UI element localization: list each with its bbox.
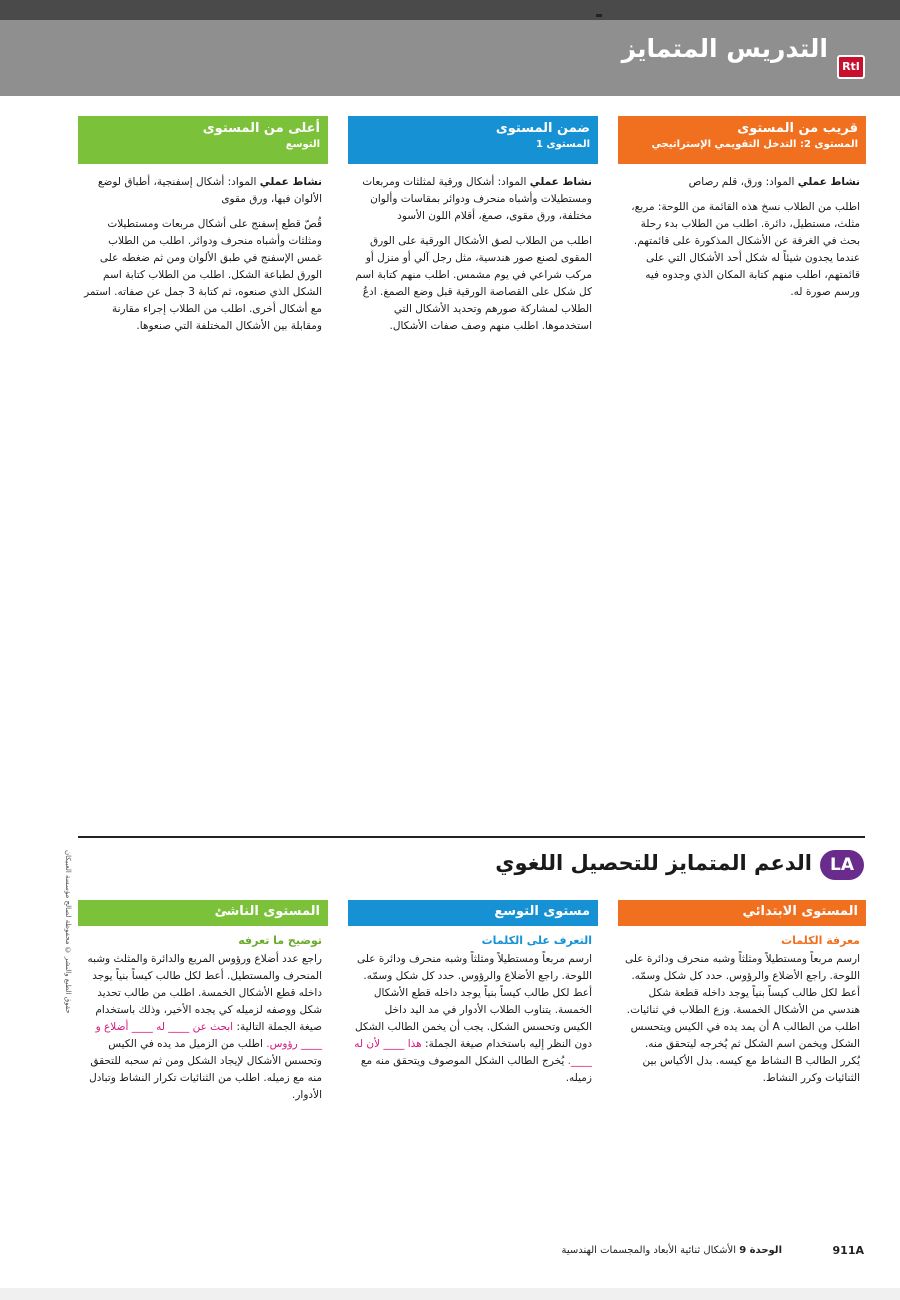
section-divider xyxy=(78,836,865,838)
emerging-sentence-frame: ابحث عن ____ له ____ أضلاع و ____ رؤوس. xyxy=(95,1021,322,1050)
beyond-body xyxy=(78,164,328,335)
developing-sentence-frame: هذا ____ لأن له ____. xyxy=(354,1038,592,1067)
on-activity: اطلب من الطلاب لصق الأشكال الورقية على الورق المقوى لصنع صور هندسية، مثل رجل آلي أو منزل أو مركب شراعي في يوم مشمس. اطلب منهم كتابة اسم كل شكل على القصاصة الورقية قبل وضع الصمغ. ادعُ الطلاب لمشاركة صورهم وتحديد الأشكال التي استخدموها. اطلب منهم وصف صفات الأشكال. xyxy=(355,235,592,332)
developing-text-2: يُخرج الطالب الشكل الموصوف ويتحقق منه مع زميله. xyxy=(360,1055,592,1084)
emerging-banner: المستوى الناشئ xyxy=(78,900,328,926)
beginning-subhead: معرفة الكلمات xyxy=(781,934,860,947)
approaching-body xyxy=(618,164,866,301)
rti-badge: RtI xyxy=(837,55,865,79)
developing-banner: مستوى التوسع xyxy=(348,900,598,926)
on-materials xyxy=(354,174,592,225)
beyond-activity: قُصّ قطع إسفنج على أشكال مربعات ومستطيلات ومثلثات وأشباه منحرف ودوائر. اطلب من الطلاب غمس الإسفنج في طبق الألوان ومن ثم ضغطه على الورق لطباعة الشكل. اطلب من الطلاب كتابة اسم الشكل الذي صنعوه، ثم كتابة 3 جمل عن صفاته. استمر مع أشكال أخرى. اطلب من الطلاب إجراء مقارنة ومقابلة بين الأشكال المختلفة التي صنعوها. xyxy=(84,218,322,332)
approaching-banner xyxy=(618,116,866,164)
footer-unit-label: الوحدة 9 xyxy=(739,1245,782,1256)
developing-subhead: التعرف على الكلمات xyxy=(481,934,592,947)
side-copyright-note: حقوق الطبع والنشر © محفوظة لصالح مؤسسة العبيكان xyxy=(64,850,72,1014)
beyond-subtitle: التوسع xyxy=(285,139,320,150)
on-subtitle: المستوى 1 xyxy=(535,139,590,150)
beyond-materials-text: المواد: أشكال إسفنجية، أطباق لوضع الألوان فيها، ورق مقوى xyxy=(97,176,322,205)
top-strip xyxy=(0,0,900,20)
la-emerging-column xyxy=(78,900,328,1104)
developing-text-1: ارسم مربعاً ومستطيلاً ومثلثاً وشبه منحرف ودائرة على اللوحة. راجع الأضلاع والرؤوس. حدد كل شكل وسمّه. أعط لكل طالب كيساً بنياً يوجد داخله قطع الأشكال الخمسة. يتناوب الطلاب الأدوار في مد اليد داخل الكيس وتحسس الشكل. يجب أن يخمن الطالب الشكل دون النظر إليه باستخدام صيغة الجملة: xyxy=(354,953,592,1050)
rti-beyond-column xyxy=(78,116,328,343)
footer-unit-title: الأشكال ثنائية الأبعاد والمجسمات الهندسية xyxy=(561,1245,740,1256)
approaching-materials xyxy=(624,174,860,191)
bottom-strip xyxy=(0,1288,900,1300)
page-title: التدريس المتمايز xyxy=(621,34,828,63)
emerging-text-1: راجع عدد أضلاع ورؤوس المربع والدائرة والمثلث وشبه المنحرف والمستطيل. أعط لكل طالب كيساً بنياً يوجد داخله قطع الأشكال الخمسة. اطلب من طالب تحديد شكل ووصفه لزميله كي يجده الأخير، وذلك باستخدام صيغة الجملة التالية: xyxy=(87,953,322,1033)
approaching-lead: نشاط عملي xyxy=(797,176,860,188)
la-developing-column xyxy=(348,900,598,1087)
emerging-text-2: اطلب من الزميل مد يده في الكيس وتحسس الأشكال لإيجاد الشكل ومن ثم سحبه للتحقق منه مع زميله. اطلب من الثنائيات تكرار النشاط وتبادل الأدوار. xyxy=(89,1038,322,1101)
on-title: ضمن المستوى xyxy=(495,121,590,136)
beyond-materials xyxy=(84,174,322,208)
page-number: 911A xyxy=(832,1244,864,1257)
la-badge: LA xyxy=(820,850,864,880)
footer-unit xyxy=(562,1245,783,1256)
emerging-subhead: توضيح ما تعرفه xyxy=(238,934,322,947)
approaching-title: قريب من المستوى xyxy=(737,121,858,136)
on-banner xyxy=(348,116,598,164)
beginning-banner: المستوى الابتدائي xyxy=(618,900,866,926)
top-tick xyxy=(596,14,602,17)
la-section-title: الدعم المتمايز للتحصيل اللغوي xyxy=(495,851,812,875)
on-lead: نشاط عملي xyxy=(529,176,592,188)
beyond-lead: نشاط عملي xyxy=(259,176,322,188)
beyond-banner xyxy=(78,116,328,164)
beginning-text: ارسم مربعاً ومستطيلاً ومثلثاً وشبه منحرف ودائرة على اللوحة. راجع الأضلاع والرؤوس. حدد كل شكل وسمّه. أعط لكل طالب كيساً بنياً يوجد داخله قطعة شكل هندسي من الأشكال الخمسة. وزع الطلاب في ثنائيات. اطلب من الطالب A أن يمد يده في الكيس ويتحسس الشكل ويخمن اسم الشكل ثم يُخرجه ليتحقق منه. يُكرر الطالب B النشاط مع كيسه. بدل الأكياس بين الثنائيات وكرر النشاط. xyxy=(624,953,860,1084)
beyond-title: أعلى من المستوى xyxy=(202,121,320,136)
approaching-materials-text: المواد: ورق، قلم رصاص xyxy=(688,176,798,188)
approaching-subtitle: المستوى 2: التدخل التقويمي الإستراتيجي xyxy=(651,139,858,150)
on-body xyxy=(348,164,598,335)
developing-text xyxy=(348,951,598,1087)
rti-approaching-column xyxy=(618,116,866,309)
rti-on-column xyxy=(348,116,598,343)
on-materials-text: المواد: أشكال ورقية لمثلثات ومربعات ومستطيلات وأشباه منحرف ودوائر بمقاسات وألوان مختلفة، ورق مقوى، صمغ، أقلام اللون الأسود xyxy=(362,176,592,222)
emerging-text xyxy=(78,951,328,1104)
approaching-activity: اطلب من الطلاب نسخ هذه القائمة من اللوحة: مربع، مثلث، مستطيل، دائرة. اطلب من الطلاب بدء رحلة بحث في الغرفة عن الأشكال المذكورة على قائمتهم. عندما يجدون شيئاً له شكل أحد الأشكال التي على قائمتهم، اطلب منهم كتابة المكان الذي وجدوه فيه ورسم صورة له. xyxy=(631,201,860,298)
la-beginning-column xyxy=(618,900,866,1087)
